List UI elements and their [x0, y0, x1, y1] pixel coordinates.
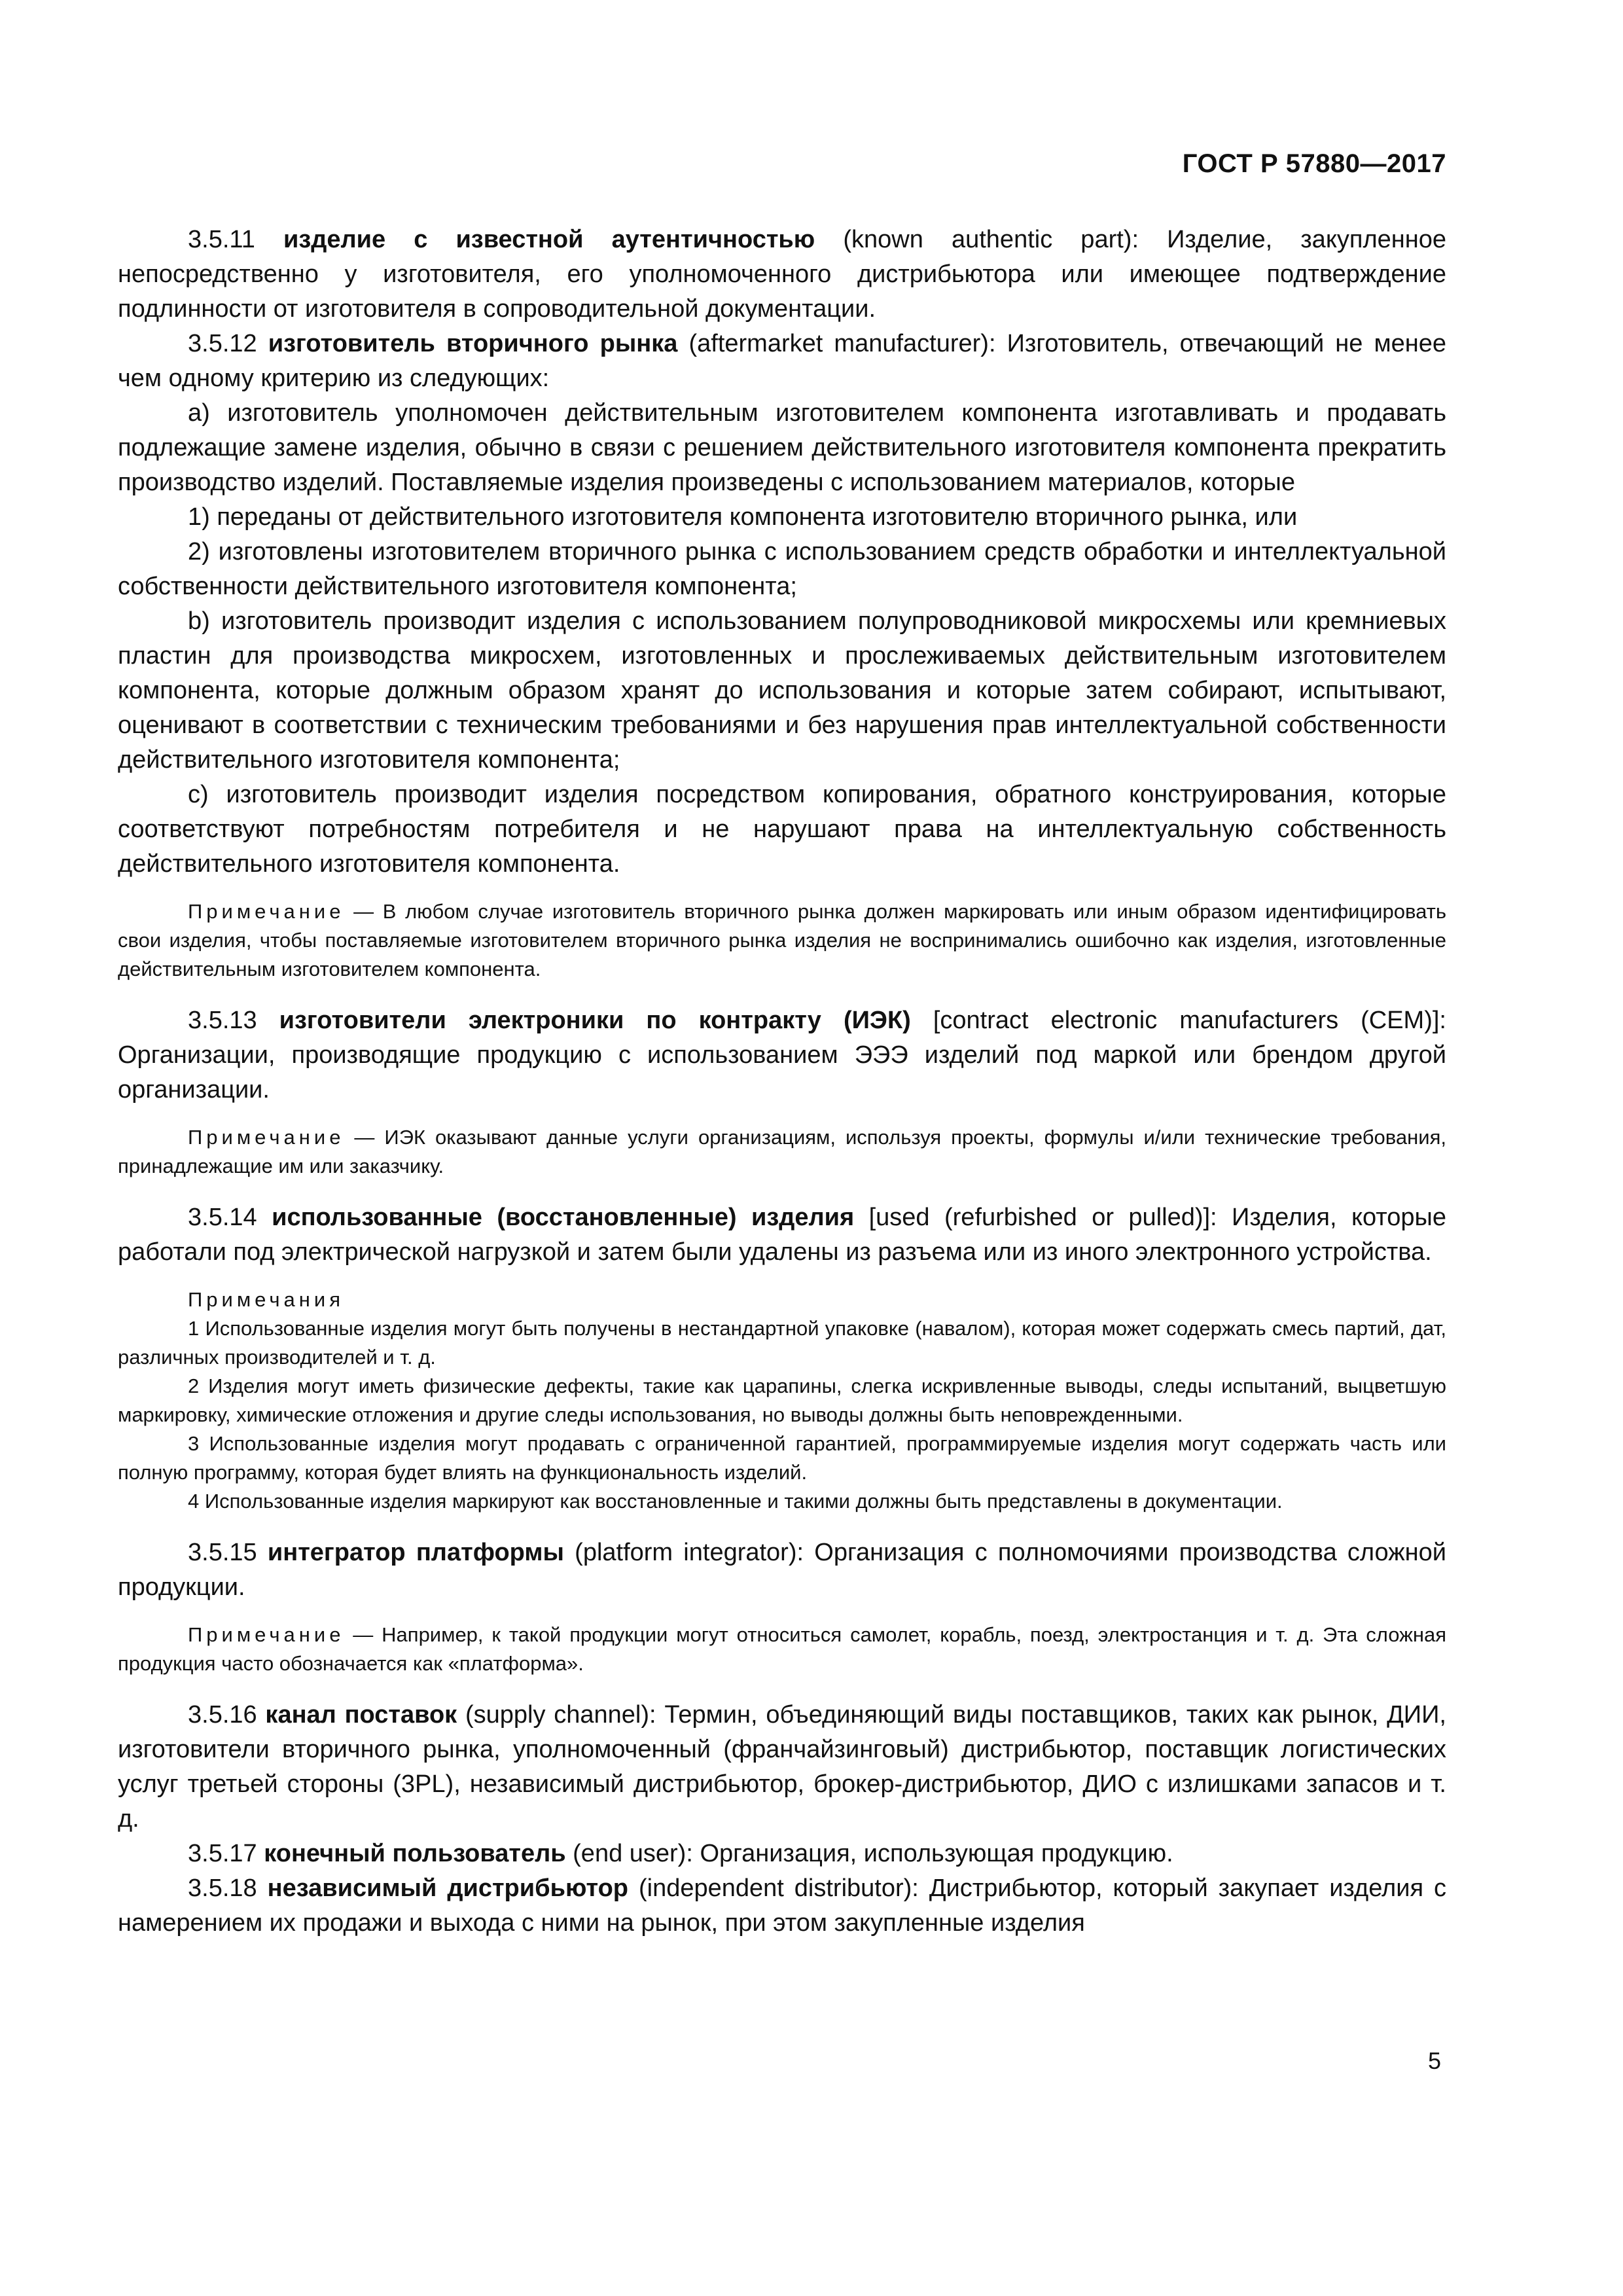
note-item: 3 Использованные изделия могут продавать с ограниченной гарантией, программируемые изделия могут содержать часть или полную программу, которая будет влиять на функциональность изделий. [118, 1432, 1446, 1484]
term-definition: (independent distributor): Дистрибьютор, который закупает изделия с намерением их продажи и выхода с ними на рынок, при этом закупленные изделия [118, 1874, 1446, 1937]
term-3-5-18 [118, 1871, 1446, 1941]
criterion-a-1: 1) переданы от действительного изготовителя компонента изготовителю вторичного рынка, или [188, 503, 1298, 531]
term-3-5-16 [118, 1698, 1446, 1837]
note-text: — Например, к такой продукции могут относиться самолет, корабль, поезд, электростанция и т. д. Эта сложная продукция часто обозначается как «платформа». [118, 1623, 1446, 1675]
term-3-5-15 [118, 1535, 1446, 1605]
term-definition: (known authentic part): Изделие, закупленное непосредственно у изготовителя, его уполномоченного дистрибьютора или имеющее подтверждение подлинности от изготовителя в сопроводительной документации. [118, 226, 1446, 323]
term-title: изготовители электроники по контракту (ИЭК) [279, 1007, 911, 1034]
note-3-5-15 [118, 1621, 1446, 1678]
clause-number: 3.5.12 [188, 330, 268, 357]
term-title: интегратор платформы [267, 1539, 564, 1566]
note-text: — В любом случае изготовитель вторичного рынка должен маркировать или иным образом идентифицировать свои изделия, чтобы поставляемые изготовителем вторичного рынка изделия не воспринимались ошибочно как изделия, изготовленные действительным изготовителем компонента. [118, 900, 1446, 980]
term-title: изготовитель вторичного рынка [268, 330, 678, 357]
document-id: ГОСТ Р 57880—2017 [1182, 149, 1446, 178]
document-body [118, 223, 1446, 1941]
term-3-5-11 [118, 223, 1446, 327]
note-text: — ИЭК оказывают данные услуги организациям, используя проекты, формулы и/или технические требования, принадлежащие им или заказчику. [118, 1126, 1446, 1177]
note-label: Примечание [188, 1623, 345, 1646]
term-title: изделие с известной аутентичностью [283, 226, 815, 253]
term-3-5-12 [118, 327, 1446, 396]
clause-number: 3.5.11 [188, 226, 283, 253]
criterion-b: b) изготовитель производит изделия с использованием полупроводниковой микросхемы или кремниевых пластин для производства микросхем, изготовленных и прослеживаемых действительным изготовителем компонента, которые должным образом хранят до использования и которые затем собирают, испытывают, оценивают в соответствии с техническим требованиями и без нарушения прав интеллектуальной собственности действительного изготовителя компонента; [118, 607, 1446, 774]
term-title: конечный пользователь [264, 1840, 566, 1867]
note-item: 2 Изделия могут иметь физические дефекты, такие как царапины, слегка искривленные выводы, следы испытаний, выцветшую маркировку, химические отложения и другие следы использования, но выводы должны быть неповрежденными. [118, 1374, 1446, 1426]
clause-number: 3.5.14 [188, 1204, 272, 1231]
term-3-5-13 [118, 1003, 1446, 1107]
term-definition: (end user): Организация, использующая продукцию. [565, 1840, 1173, 1867]
notes-label: Примечания [188, 1288, 344, 1311]
clause-number: 3.5.15 [188, 1539, 268, 1566]
term-title: независимый дистрибьютор [267, 1874, 629, 1902]
criterion-a-2: 2) изготовлены изготовителем вторичного рынка с использованием средств обработки и интеллектуальной собственности действительного изготовителя компонента; [118, 538, 1446, 600]
note-label: Примечание [188, 1126, 345, 1149]
term-title: канал поставок [265, 1701, 457, 1729]
criterion-c: с) изготовитель производит изделия посредством копирования, обратного конструирования, которые соответствуют потребностям потребителя и не нарушают права на интеллектуальную собственность действительного изготовителя компонента. [118, 781, 1446, 878]
note-item: 4 Использованные изделия маркируют как восстановленные и такими должны быть представлены в документации. [188, 1490, 1283, 1513]
criterion-a: а) изготовитель уполномочен действительным изготовителем компонента изготавливать и продавать подлежащие замене изделия, обычно в связи с решением действительного изготовителя компонента прекратить производство изделий. Поставляемые изделия произведены с использованием материалов, которые [118, 399, 1446, 496]
term-definition: (supply channel): Термин, объединяющий виды поставщиков, таких как рынок, ДИИ, изготовители вторичного рынка, уполномоченный (франчайзинговый) дистрибьютор, поставщик логистических услуг третьей стороны (3PL), независимый дистрибьютор, брокер-дистрибьютор, ДИО с излишками запасов и т. д. [118, 1701, 1446, 1833]
term-definition: (platform integrator): Организация с полномочиями производства сложной продукции. [118, 1539, 1446, 1601]
term-definition: [contract electronic manufacturers (CEM)]: Организации, производящие продукцию с использованием ЭЭЭ изделий под маркой или брендом другой организации. [118, 1007, 1446, 1103]
clause-number: 3.5.16 [188, 1701, 266, 1729]
note-3-5-13 [118, 1123, 1446, 1181]
term-definition: [used (refurbished or pulled)]: Изделия, которые работали под электрической нагрузкой и затем были удалены из разъема или из иного электронного устройства. [118, 1204, 1446, 1266]
term-title: использованные (восстановленные) изделия [272, 1204, 855, 1231]
clause-number: 3.5.13 [188, 1007, 279, 1034]
clause-number: 3.5.17 [188, 1840, 264, 1867]
page-number: 5 [1427, 2047, 1441, 2074]
note-item: 1 Использованные изделия могут быть получены в нестандартной упаковке (навалом), которая может содержать смесь партий, дат, различных производителей и т. д. [118, 1317, 1446, 1369]
clause-number: 3.5.18 [188, 1874, 268, 1902]
term-3-5-17 [118, 1837, 1446, 1871]
note-label: Примечание [188, 900, 345, 923]
term-definition: (aftermarket manufacturer): Изготовитель, отвечающий не менее чем одному критерию из следующих: [118, 330, 1447, 392]
note-3-5-12 [118, 897, 1446, 984]
notes-3-5-14 [118, 1285, 1446, 1516]
term-3-5-14 [118, 1200, 1446, 1270]
